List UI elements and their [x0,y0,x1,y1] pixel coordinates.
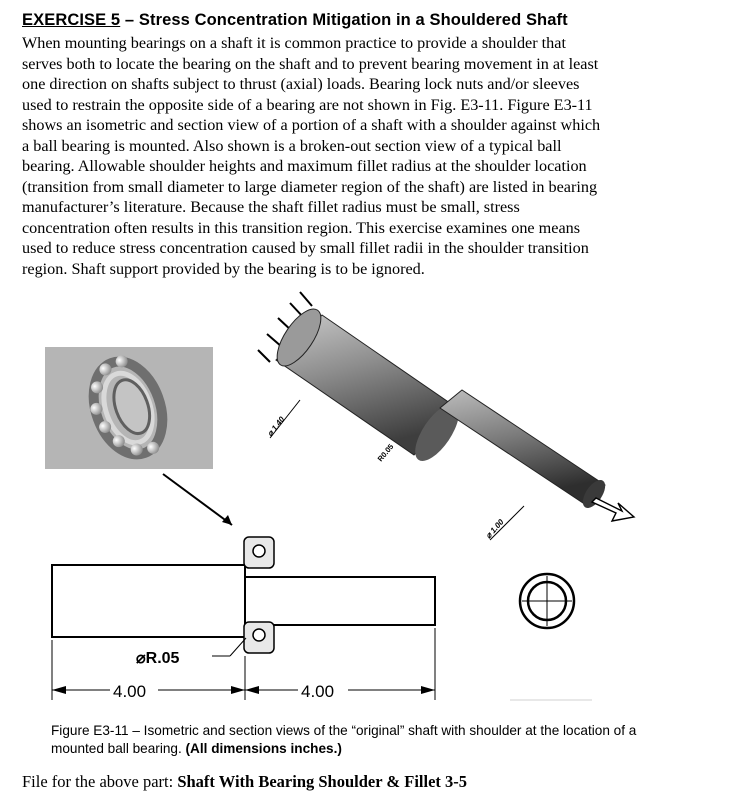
bearing-pointer-arrow [163,474,232,525]
exercise-heading [22,11,568,30]
arrowhead-icon [222,515,232,525]
iso-small-diameter-label: ⌀ 1.00 [483,517,506,541]
body-line: one direction on shafts subject to thrust (axial) loads. Bearing lock nuts and/or sleeves [22,75,580,93]
body-line: region. Shaft support provided by the bearing is to be ignored. [22,259,425,278]
exercise-title: – Stress Concentration Mitigation in a Shouldered Shaft [120,11,568,29]
body-line: serves both to locate the bearing on the shaft and to prevent bearing movement in at least [22,54,599,73]
dimension-right: 4.00 [301,682,335,701]
caption-units-note: (All dimensions inches.) [185,741,342,756]
body-line: bearing. Allowable shoulder heights and maximum fillet radius at the shoulder location [22,157,587,175]
file-label: File for the above part: [22,772,178,791]
axial-load-arrow-icon [592,498,634,521]
body-line: When mounting bearings on a shaft it is common practice to provide a shoulder that [22,34,566,52]
fillet-radius-label: ⌀R.05 [136,650,180,667]
isometric-shaft [258,292,634,540]
file-name: Shaft With Bearing Shoulder & Fillet 3-5 [177,772,468,791]
bearing-image [45,347,213,469]
body-line: used to reduce stress concentration caused by small fillet radii in the shoulder transition [22,239,589,257]
body-line: used to restrain the opposite side of a bearing are not shown in Fig. E3-11. Figure E3-11 [22,95,593,114]
iso-large-diameter-label: ⌀ 1.40 [265,414,287,439]
end-view [510,574,592,700]
body-line: shows an isometric and section view of a portion of a shaft with a shoulder against which [22,116,601,134]
exercise-number: EXERCISE 5 [22,11,121,29]
figure-caption [51,722,691,758]
iso-fillet-label: R0.05 [375,442,396,464]
figure-e3-11 [0,285,741,715]
caption-text: Figure E3-11 – Isometric and section views of the “original” shaft with shoulder at the location of a mounted ball bearing. [51,723,637,756]
file-reference [22,772,467,792]
body-line: (transition from small diameter to large diameter region of the shaft) are listed in bearing [22,177,598,196]
dimension-left: 4.00 [113,682,147,701]
section-view [52,537,435,701]
body-line: concentration often results in this transition region. This exercise examines one means [22,218,581,237]
body-line: a ball bearing is mounted. Also shown is a broken-out section view of a typical ball [22,136,562,155]
exercise-description [22,33,722,279]
body-line: manufacturer’s literature. Because the shaft fillet radius must be small, stress [22,198,520,216]
